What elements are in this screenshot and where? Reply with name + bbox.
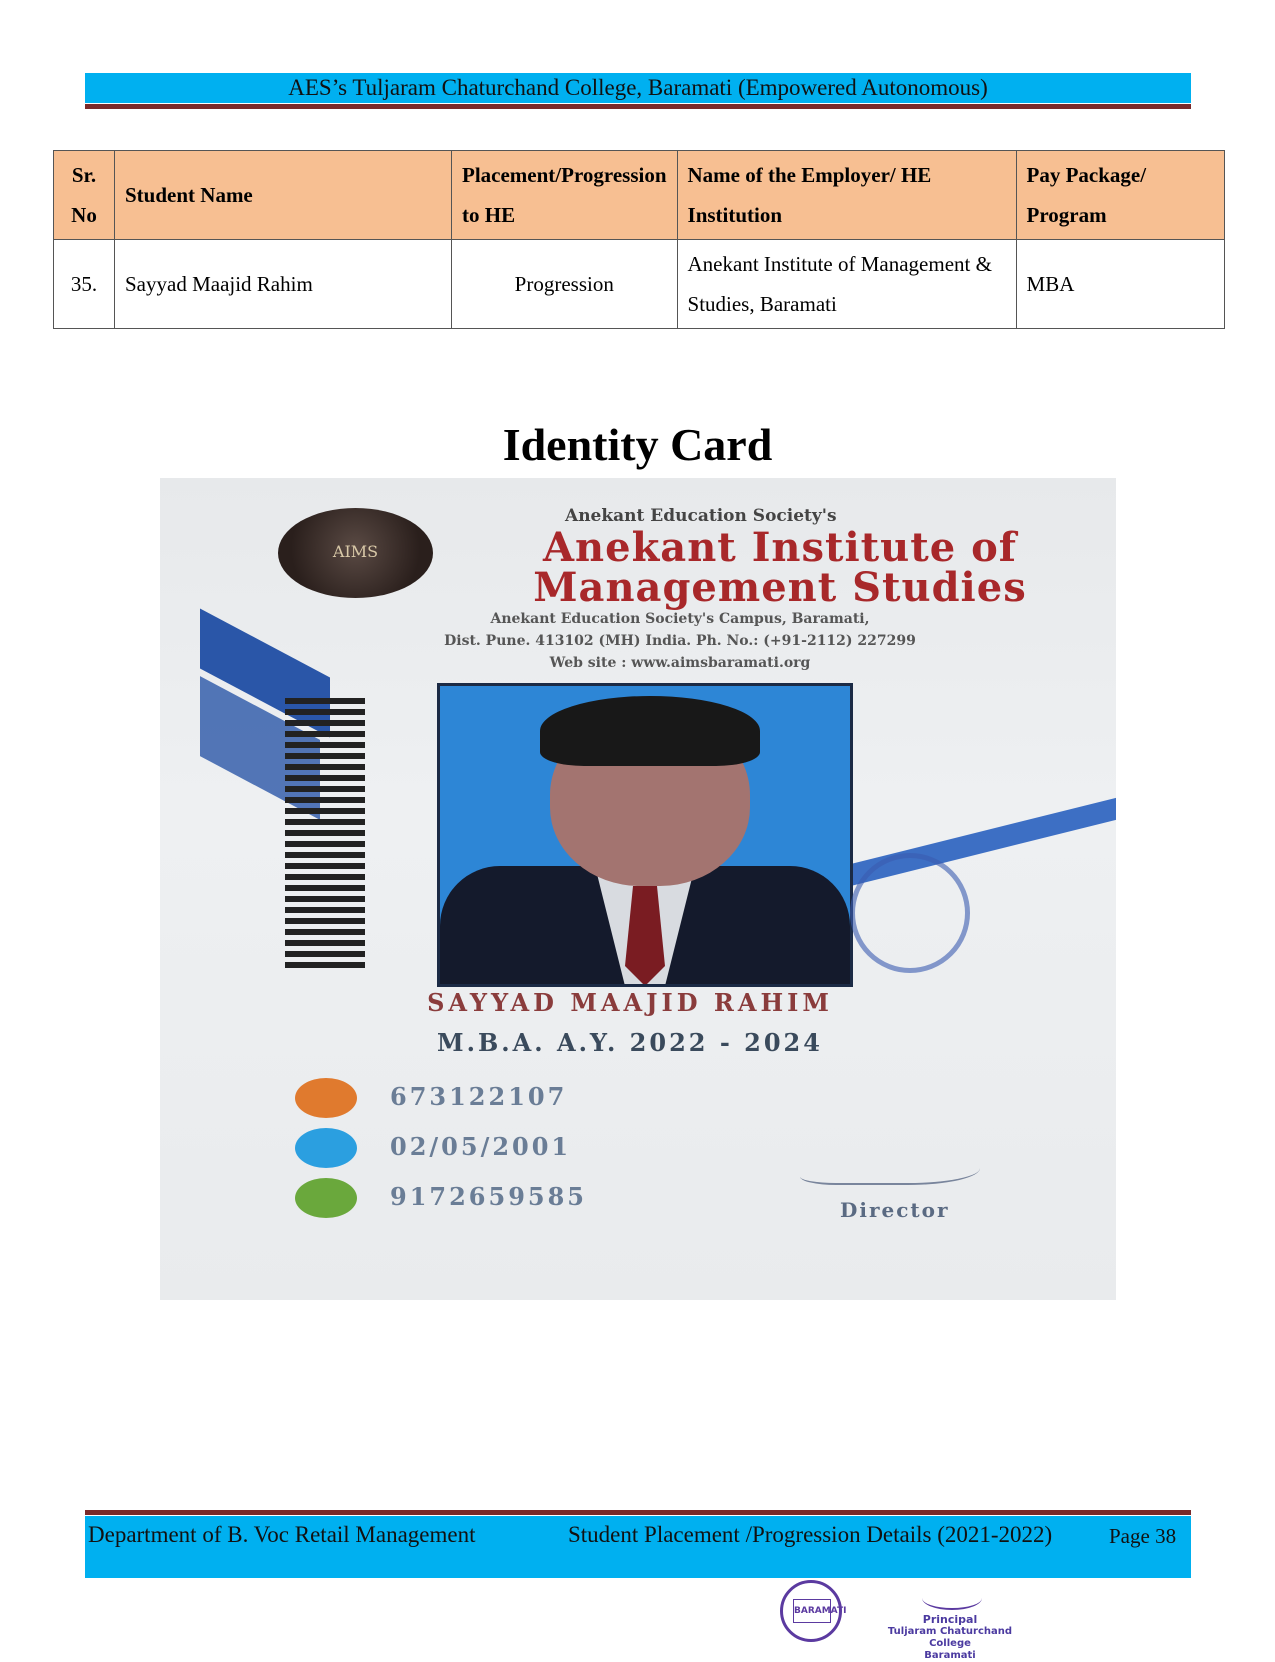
card-student-name: SAYYAD MAAJID RAHIM [427,988,833,1017]
calendar-icon [295,1128,357,1168]
student-photo [437,683,853,987]
card-phone: 9172659585 [390,1182,587,1211]
institute-line-2: Management Studies [533,564,1027,611]
card-id-number: 673122107 [390,1082,568,1111]
id-badge-icon [295,1078,357,1118]
college-stamp [780,1580,847,1642]
director-label: Director [840,1198,950,1222]
header-title: AES’s Tuljaram Chaturchand College, Baramati (Empowered Autonomous) [288,75,988,100]
phone-icon [295,1178,357,1218]
cell-employer: Anekant Institute of Management & Studies, Baramati [677,240,1016,329]
institute-line-1: Anekant Institute of [543,524,1017,571]
header-divider [85,104,1191,109]
principal-city: Baramati [924,1650,976,1661]
footer-details: Student Placement /Progression Details (2021-2022) [568,1522,1053,1547]
address-line-2: Dist. Pune. 413102 (MH) India. Ph. No.: (+91-2112) 227299 [444,633,916,649]
address-line-3: Web site : www.aimsbaramati.org [549,655,811,671]
logo-text: AIMS [332,542,379,561]
stamp-text: BARAMATI [793,1599,831,1623]
footer-divider [85,1510,1191,1515]
cell-pay-package: MBA [1016,240,1224,329]
director-signature [800,1143,980,1185]
col-header-pay-package: Pay Package/ Program [1016,151,1224,240]
institute-logo [278,508,433,598]
institute-seal [850,853,970,973]
address-line-1: Anekant Education Society's Campus, Baramati, [490,611,870,627]
card-society-name: Anekant Education Society's [565,506,837,526]
table-header-row [54,151,1225,240]
principal-block [870,1614,1030,1662]
cell-student-name: Sayyad Maajid Rahim [115,240,452,329]
cell-sr-no: 35. [54,240,115,329]
section-title: Identity Card [502,419,773,470]
table-row [54,240,1225,329]
page-number: Page 38 [1109,1524,1177,1548]
identity-card-image [160,478,1116,1300]
card-institute-name [480,524,1080,611]
page-header [85,73,1191,103]
principal-signature [922,1586,982,1610]
placement-table [53,150,1225,329]
col-header-employer: Name of the Employer/ HE Institution [677,151,1016,240]
card-course: M.B.A. A.Y. 2022 - 2024 [437,1028,823,1057]
card-address [250,608,1110,674]
col-header-sr-no: Sr. No [54,151,115,240]
principal-college: Tuljaram Chaturchand College [887,1626,1013,1649]
card-stripe-decoration [810,792,1116,896]
page-footer [85,1516,1191,1578]
principal-title: Principal [922,1613,978,1626]
col-header-student-name: Student Name [115,151,452,240]
cell-placement: Progression [452,240,678,329]
col-header-placement: Placement/Progression to HE [452,151,678,240]
footer-department: Department of B. Voc Retail Management [88,1522,476,1547]
barcode [285,698,365,998]
card-dob: 02/05/2001 [390,1132,572,1161]
